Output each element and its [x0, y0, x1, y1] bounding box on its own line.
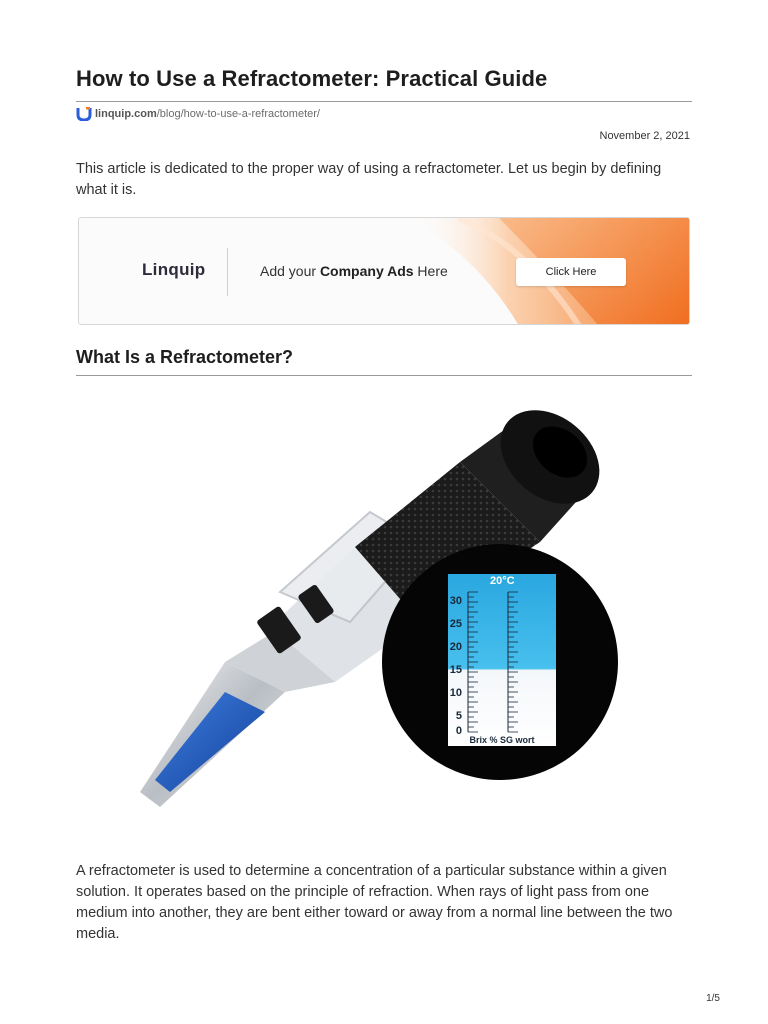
- intro-paragraph: This article is dedicated to the proper way of using a refractometer. Let us begin by defining what it is.: [76, 161, 662, 198]
- linquip-u-icon: [76, 107, 92, 121]
- scale-tick: 30: [449, 595, 462, 607]
- source-link[interactable]: [76, 107, 320, 121]
- scale-tick: 10: [449, 687, 462, 699]
- scale-tick: 25: [449, 618, 462, 630]
- page-title: How to Use a Refractometer: Practical Guide: [76, 66, 548, 91]
- ad-text-bold: Company Ads: [319, 263, 414, 279]
- title-divider: [76, 101, 692, 102]
- section-divider: [76, 375, 692, 376]
- scale-footer: Brix % SG wort: [469, 735, 535, 745]
- ad-text-prefix: Add your: [260, 263, 320, 279]
- click-here-button[interactable]: Click Here: [516, 258, 626, 286]
- page-number: 1/5: [706, 993, 720, 1004]
- refractometer-image: [130, 392, 630, 842]
- scale-tick: 5: [455, 710, 462, 722]
- scale-tick: 0: [455, 725, 462, 737]
- ad-text: [260, 263, 448, 279]
- ad-divider: [227, 248, 228, 296]
- publish-date: November 2, 2021: [599, 130, 690, 142]
- source-domain: linquip.com: [95, 108, 157, 120]
- ad-banner[interactable]: [78, 217, 690, 325]
- body-paragraph: A refractometer is used to determine a concentration of a particular substance within a given solution. It operates based on the principle of refraction. When rays of light pass from one medium into another, they are bent either toward or away from a normal line between the two media.: [76, 863, 673, 942]
- scale-inset: [382, 544, 618, 780]
- section-heading: What Is a Refractometer?: [76, 347, 294, 367]
- scale-tick: 15: [449, 664, 462, 676]
- scale-temp: 20°C: [490, 575, 515, 587]
- scale-tick: 20: [449, 641, 462, 653]
- ad-logo: Linquip: [142, 260, 206, 279]
- source-path: /blog/how-to-use-a-refractometer/: [156, 108, 320, 120]
- ad-text-suffix: Here: [413, 263, 448, 279]
